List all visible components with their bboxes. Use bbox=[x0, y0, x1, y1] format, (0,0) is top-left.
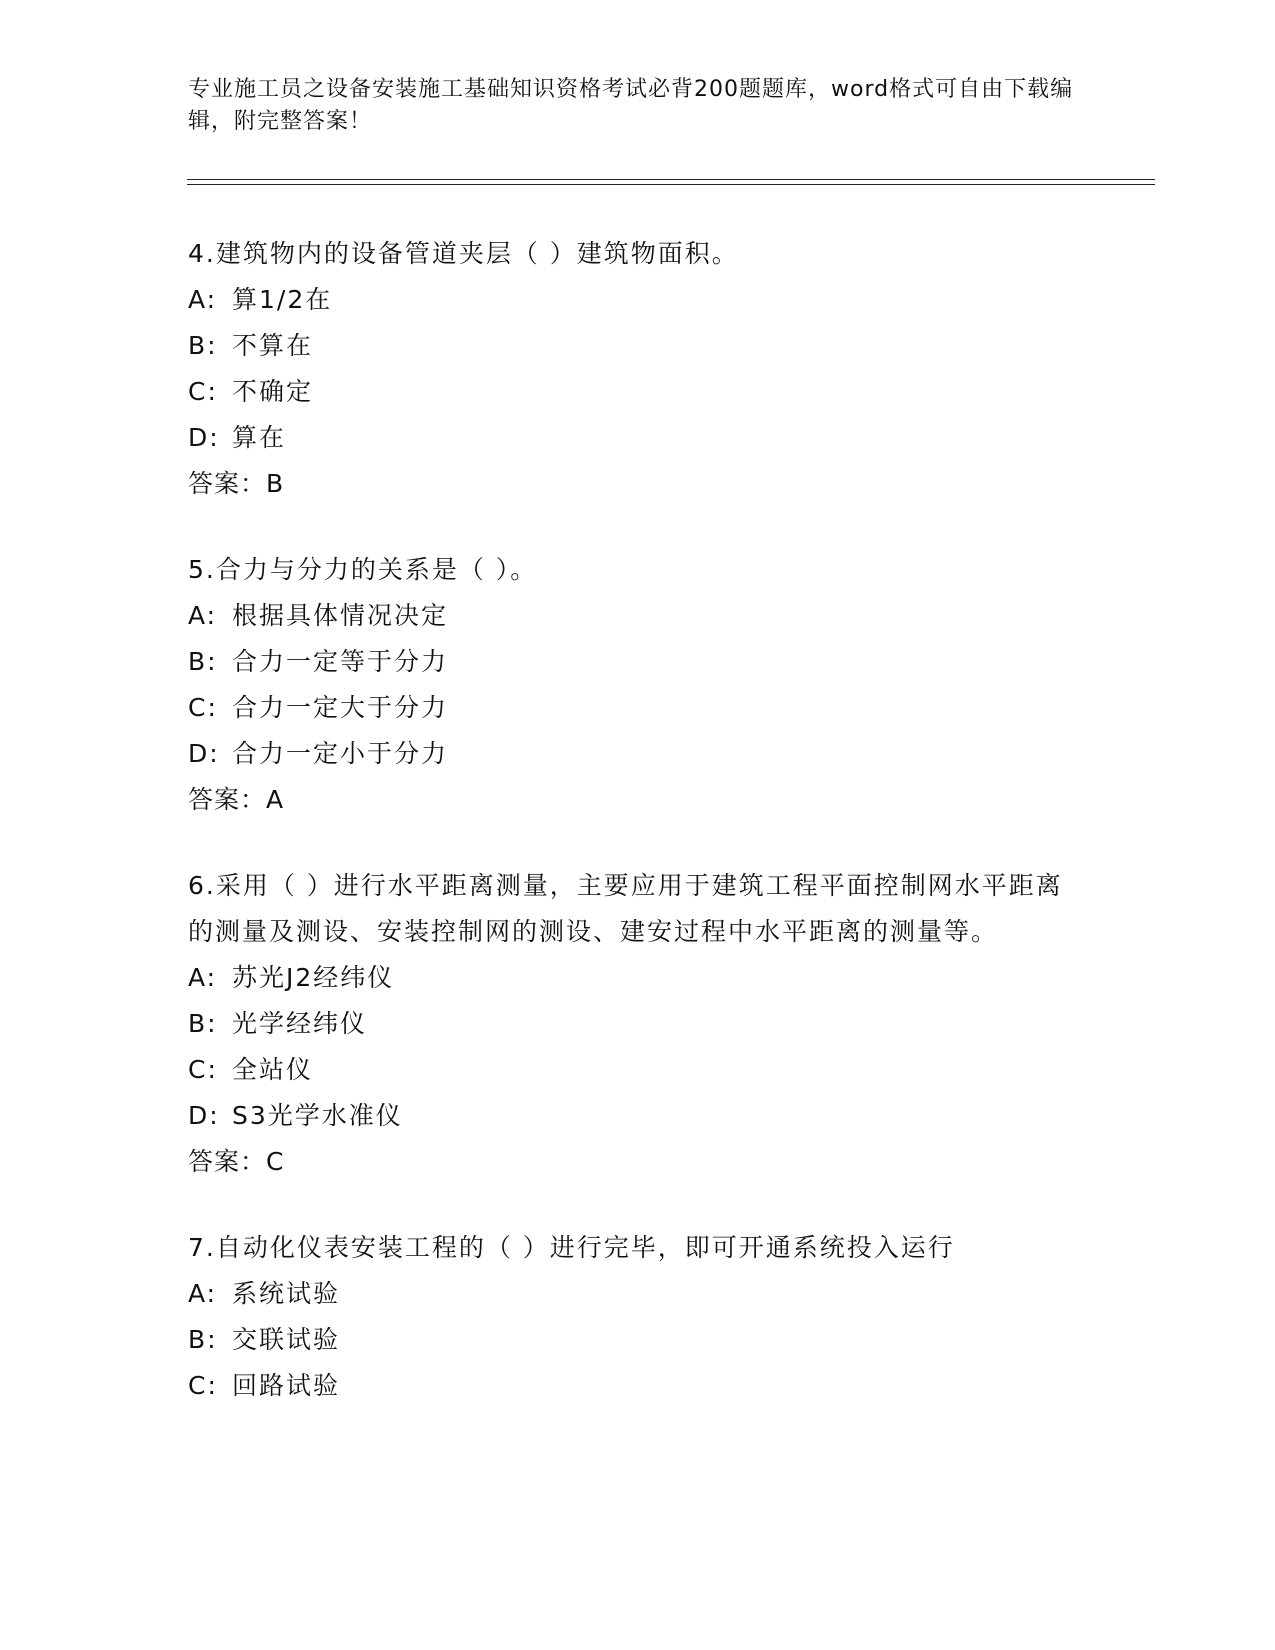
option-letter: A: bbox=[188, 1279, 218, 1308]
answer-line: 答案：A bbox=[188, 785, 285, 814]
option-letter: C: bbox=[188, 693, 218, 722]
option-b bbox=[188, 1317, 1088, 1363]
option-a bbox=[188, 1271, 1088, 1317]
option-d bbox=[188, 1093, 1088, 1139]
option-c bbox=[188, 369, 1088, 415]
header-double-rule bbox=[187, 179, 1155, 185]
option-letter: D: bbox=[188, 739, 220, 768]
option-text: 全站仪 bbox=[232, 1055, 314, 1084]
question-5 bbox=[188, 547, 1088, 823]
question-list bbox=[188, 231, 1088, 1449]
option-letter: D: bbox=[188, 1101, 220, 1130]
option-text: 合力一定小于分力 bbox=[232, 739, 449, 768]
option-letter: D: bbox=[188, 423, 220, 452]
option-letter: A: bbox=[188, 963, 218, 992]
option-text: 算1/2在 bbox=[232, 285, 333, 314]
option-b bbox=[188, 323, 1088, 369]
answer-line: 答案：B bbox=[188, 469, 285, 498]
option-text: 光学经纬仪 bbox=[232, 1009, 368, 1038]
question-stem: 4.建筑物内的设备管道夹层（ ）建筑物面积。 bbox=[188, 239, 739, 268]
option-a bbox=[188, 277, 1088, 323]
question-stem: 5.合力与分力的关系是（ ）。 bbox=[188, 555, 538, 584]
option-a bbox=[188, 593, 1088, 639]
option-letter: B: bbox=[188, 647, 218, 676]
option-c bbox=[188, 685, 1088, 731]
option-text: 回路试验 bbox=[232, 1371, 341, 1400]
question-6 bbox=[188, 863, 1088, 1185]
question-4 bbox=[188, 231, 1088, 507]
option-letter: C: bbox=[188, 1055, 218, 1084]
option-text: 合力一定等于分力 bbox=[232, 647, 449, 676]
option-letter: A: bbox=[188, 285, 218, 314]
document-header: 专业施工员之设备安装施工基础知识资格考试必背200题题库，word格式可自由下载编辑，附完整答案！ bbox=[188, 77, 1074, 134]
option-letter: B: bbox=[188, 1009, 218, 1038]
option-letter: A: bbox=[188, 601, 218, 630]
option-letter: B: bbox=[188, 331, 218, 360]
option-d bbox=[188, 415, 1088, 461]
option-text: 算在 bbox=[232, 423, 287, 452]
option-a bbox=[188, 955, 1088, 1001]
option-c bbox=[188, 1363, 1088, 1409]
option-d bbox=[188, 731, 1088, 777]
question-stem: 6.采用（ ）进行水平距离测量，主要应用于建筑工程平面控制网水平距离的测量及测设、安装控制网的测设、建安过程中水平距离的测量等。 bbox=[188, 871, 1063, 946]
option-letter: C: bbox=[188, 377, 218, 406]
option-text: 系统试验 bbox=[232, 1279, 341, 1308]
option-text: 交联试验 bbox=[232, 1325, 341, 1354]
option-b bbox=[188, 639, 1088, 685]
option-text: 不确定 bbox=[232, 377, 314, 406]
option-text: 根据具体情况决定 bbox=[232, 601, 449, 630]
option-text: 苏光J2经纬仪 bbox=[232, 963, 395, 992]
option-letter: C: bbox=[188, 1371, 218, 1400]
option-text: 合力一定大于分力 bbox=[232, 693, 449, 722]
option-c bbox=[188, 1047, 1088, 1093]
option-text: S3光学水准仪 bbox=[232, 1101, 403, 1130]
question-7 bbox=[188, 1225, 1088, 1409]
answer-line: 答案：C bbox=[188, 1147, 285, 1176]
option-letter: B: bbox=[188, 1325, 218, 1354]
option-text: 不算在 bbox=[232, 331, 314, 360]
option-b bbox=[188, 1001, 1088, 1047]
question-stem: 7.自动化仪表安装工程的（ ）进行完毕，即可开通系统投入运行 bbox=[188, 1233, 955, 1262]
